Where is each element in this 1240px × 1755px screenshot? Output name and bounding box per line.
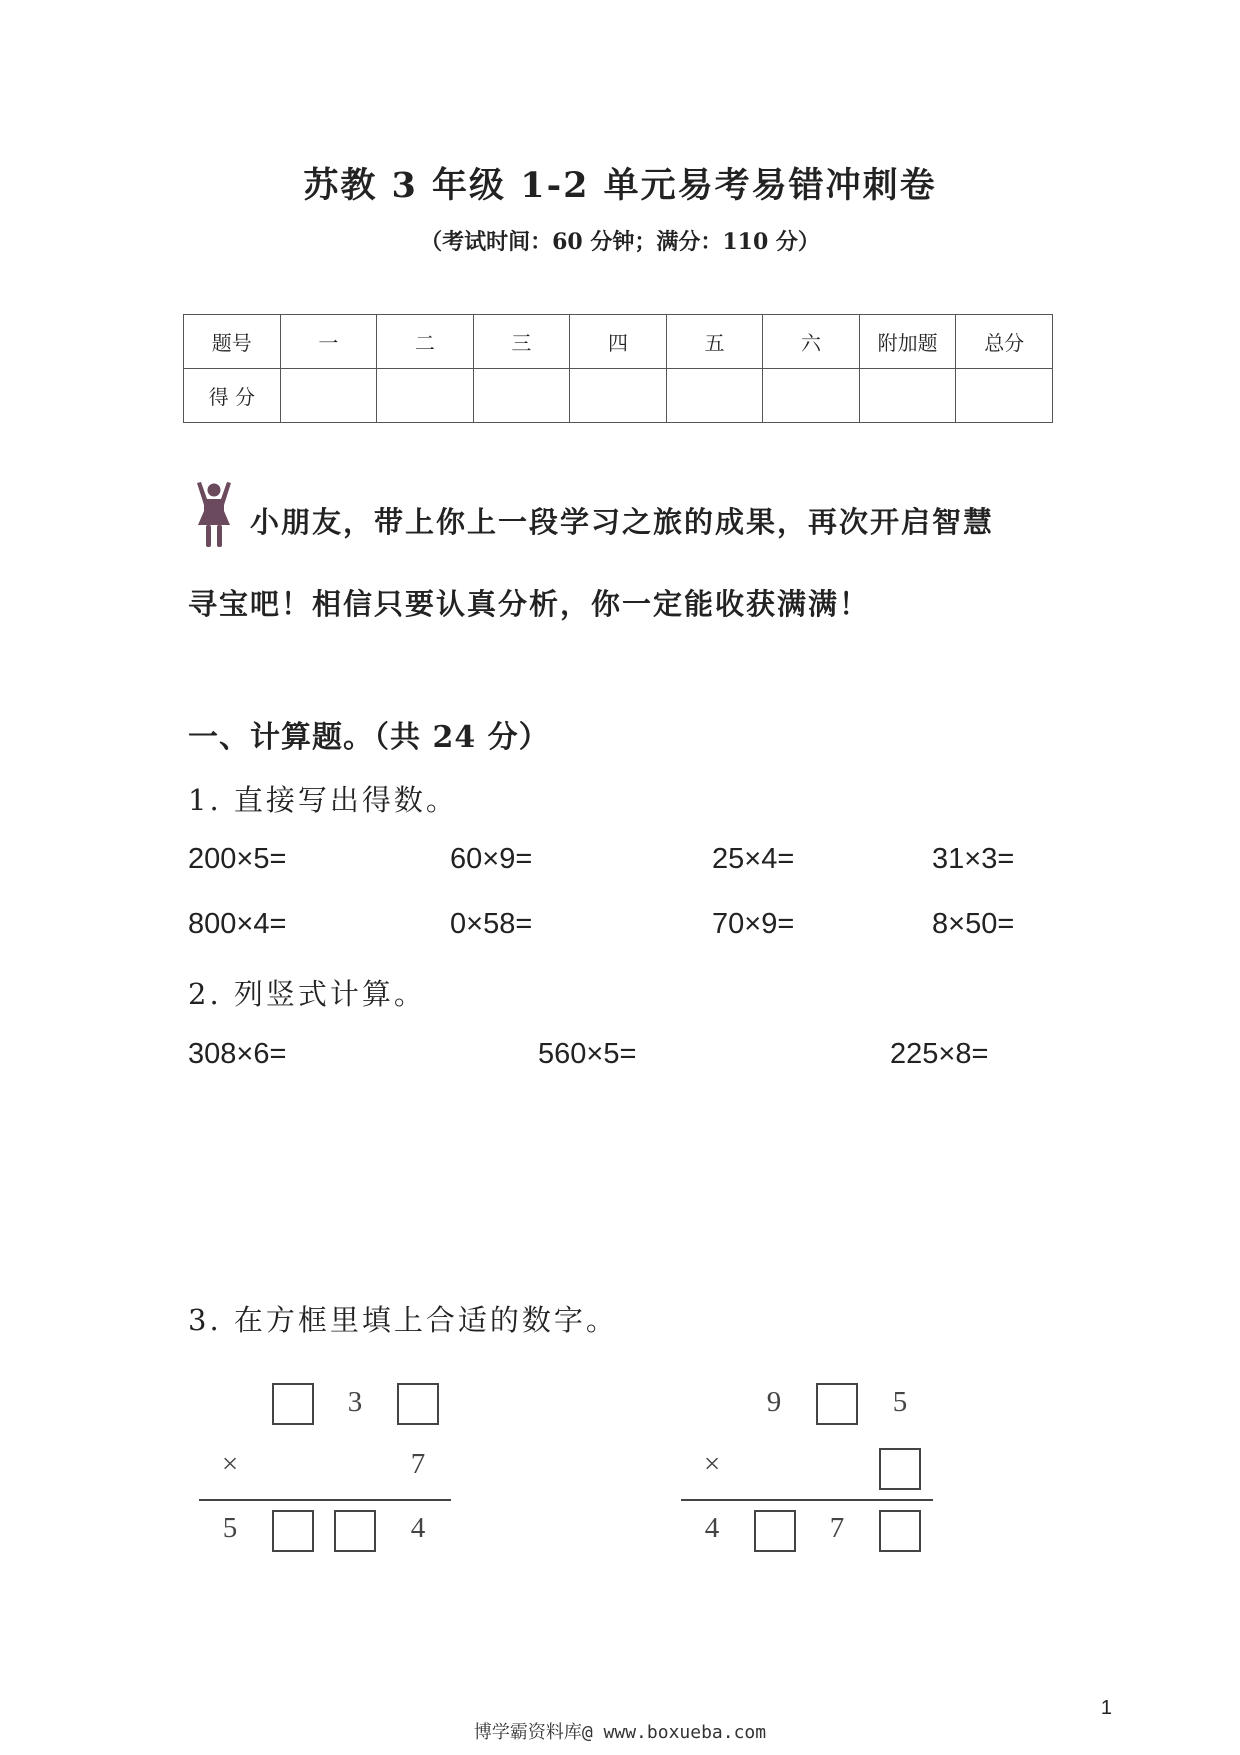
score-cell-header: 附加题	[859, 315, 956, 369]
digit: 9	[766, 1386, 782, 1418]
result-line	[199, 1499, 451, 1501]
oral-calc-item: 8×50=	[932, 908, 1015, 940]
score-blank-cell[interactable]	[956, 369, 1053, 423]
answer-box[interactable]	[816, 1383, 858, 1425]
digit: 7	[410, 1448, 426, 1480]
girl-cheering-icon	[194, 481, 234, 549]
score-blank-cell[interactable]	[280, 369, 377, 423]
score-cell-header: 一	[280, 315, 377, 369]
vertical-calc-item: 560×5=	[538, 1038, 637, 1070]
digit: 5	[892, 1386, 908, 1418]
oral-calc-item: 70×9=	[712, 908, 795, 940]
oral-calc-item: 31×3=	[932, 843, 1015, 875]
oral-calc-item: 25×4=	[712, 843, 795, 875]
score-table-header-row	[184, 315, 1053, 369]
answer-box[interactable]	[754, 1510, 796, 1552]
score-blank-cell[interactable]	[763, 369, 860, 423]
oral-calc-item: 0×58=	[450, 908, 533, 940]
digit: 3	[347, 1386, 363, 1418]
vertical-calc-item: 225×8=	[890, 1038, 989, 1070]
question-2-label: 2. 列竖式计算。	[188, 977, 426, 1011]
answer-box[interactable]	[334, 1510, 376, 1552]
score-blank-cell[interactable]	[859, 369, 956, 423]
intro-line-2: 寻宝吧！相信只要认真分析，你一定能收获满满！	[188, 587, 871, 621]
score-cell-label: 题号	[184, 315, 281, 369]
watermark: 博学霸资料库@ www.boxueba.com	[473, 1722, 767, 1743]
score-blank-cell[interactable]	[666, 369, 763, 423]
score-blank-cell[interactable]	[570, 369, 667, 423]
exam-info: （考试时间：60 分钟；满分：110 分）	[420, 229, 820, 255]
score-cell-header: 三	[473, 315, 570, 369]
section-heading: 一、计算题。（共 24 分）	[188, 720, 550, 755]
times-sign: ×	[221, 1448, 239, 1480]
result-line	[681, 1499, 933, 1501]
times-sign: ×	[703, 1448, 721, 1480]
digit: 5	[222, 1512, 238, 1544]
score-blank-cell[interactable]	[473, 369, 570, 423]
score-table	[183, 314, 1053, 423]
intro-line-1: 小朋友，带上你上一段学习之旅的成果，再次开启智慧	[250, 505, 995, 539]
score-cell-header: 四	[570, 315, 667, 369]
score-cell-header: 五	[666, 315, 763, 369]
oral-calc-item: 800×4=	[188, 908, 287, 940]
question-1-label: 1. 直接写出得数。	[188, 783, 458, 817]
oral-calc-item: 60×9=	[450, 843, 533, 875]
score-cell-header: 六	[763, 315, 860, 369]
answer-box[interactable]	[879, 1510, 921, 1552]
vertical-calc-item: 308×6=	[188, 1038, 287, 1070]
digit: 7	[829, 1512, 845, 1544]
question-3-label: 3. 在方框里填上合适的数字。	[188, 1303, 618, 1337]
page-number: 1	[1100, 1697, 1112, 1719]
answer-box[interactable]	[272, 1510, 314, 1552]
digit: 4	[704, 1512, 720, 1544]
score-row-label: 得 分	[184, 369, 281, 423]
score-cell-header: 总分	[956, 315, 1053, 369]
score-cell-header: 二	[377, 315, 474, 369]
answer-box[interactable]	[397, 1383, 439, 1425]
answer-box[interactable]	[272, 1383, 314, 1425]
digit: 4	[410, 1512, 426, 1544]
oral-calc-item: 200×5=	[188, 843, 287, 875]
score-table-score-row	[184, 369, 1053, 423]
page-title: 苏教 3 年级 1-2 单元易考易错冲刺卷	[303, 165, 937, 206]
answer-box[interactable]	[879, 1448, 921, 1490]
score-blank-cell[interactable]	[377, 369, 474, 423]
